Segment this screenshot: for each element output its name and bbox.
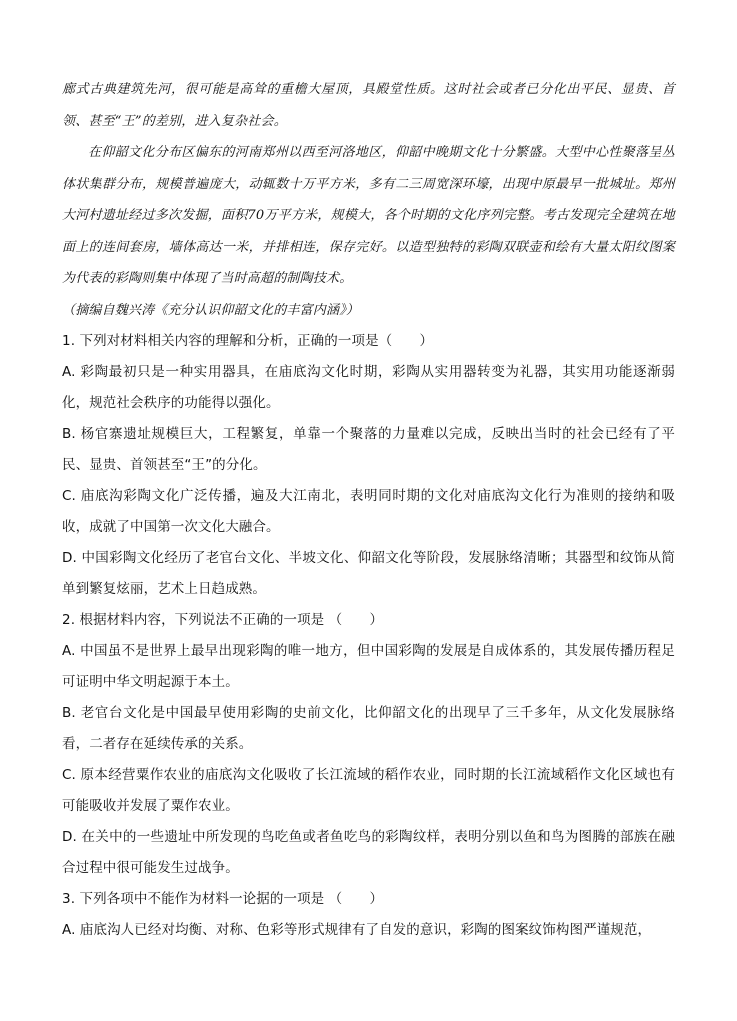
question-1-option-a: A. 彩陶最初只是一种实用器具，在庙底沟文化时期，彩陶从实用器转变为礼器，其实用功能逐渐弱化，规范社会秩序的功能得以强化。 [62,364,675,411]
passage-source-citation: （摘编自魏兴涛《充分认识仰韶文化的丰富内涵》） [62,302,360,318]
question-1-option-c: C. 庙底沟彩陶文化广泛传播，遍及大江南北，表明同时期的文化对庙底沟文化行为准则的接纳和吸收，成就了中国第一次文化大融合。 [62,488,675,535]
question-2-option-a: A. 中国虽不是世界上最早出现彩陶的唯一地方，但中国彩陶的发展是自成体系的，其发展传播历程足可证明中华文明起源于本土。 [62,643,675,690]
question-2 [62,605,675,884]
question-1-option-d: D. 中国彩陶文化经历了老官台文化、半坡文化、仰韶文化等阶段，发展脉络清晰；其器型和纹饰从简单到繁复炫丽，艺术上日趋成熟。 [62,550,675,597]
question-2-option-d: D. 在关中的一些遗址中所发现的鸟吃鱼或者鱼吃鸟的彩陶纹样，表明分别以鱼和鸟为图腾的部族在融合过程中很可能发生过战争。 [62,829,675,876]
question-2-option-c: C. 原本经营粟作农业的庙底沟文化吸收了长江流域的稻作农业，同时期的长江流域稻作文化区域也有可能吸收并发展了粟作农业。 [62,767,675,814]
question-3-option-a: A. 庙底沟人已经对均衡、对称、色彩等形式规律有了自发的意识，彩陶的图案纹饰构图严谨规范， [62,922,652,938]
passage-paragraph-1: 廊式古典建筑先河，很可能是高耸的重檐大屋顶，具殿堂性质。这时社会或者已分化出平民、显贵、首领、甚至“王”的差别，进入复杂社会。 [62,82,675,129]
question-3-stem: 3. 下列各项中不能作为材料一论据的一项是 （ ） [62,891,384,907]
question-3 [62,884,675,946]
question-list [62,326,675,946]
question-1 [62,326,675,605]
question-2-stem: 2. 根据材料内容，下列说法不正确的一项是 （ ） [62,612,384,628]
question-1-option-b: B. 杨官寨遗址规模巨大，工程繁复，单靠一个聚落的力量难以完成，反映出当时的社会已经有了平民、显贵、首领甚至“王”的分化。 [62,426,675,473]
question-1-stem: 1. 下列对材料相关内容的理解和分析，正确的一项是（ ） [62,333,434,349]
reading-passage [62,74,675,326]
question-2-option-b: B. 老官台文化是中国最早使用彩陶的史前文化，比仰韶文化的出现早了三千多年，从文化发展脉络看，二者存在延续传承的关系。 [62,705,675,752]
passage-paragraph-2: 在仰韶文化分布区偏东的河南郑州以西至河洛地区，仰韶中晚期文化十分繁盛。大型中心性聚落呈丛体状集群分布，规模普遍庞大，动辄数十万平方米，多有二三周宽深环壕，出现中原最早一批城址。郑州大河村遗址经过多次发掘，面积70万平方米，规模大，各个时期的文化序列完整。考古发现完全建筑在地面上的连间套房，墙体高达一米，并排相连，保存完好。以造型独特的彩陶双联壶和绘有大量太阳纹图案为代表的彩陶则集中体现了当时高超的制陶技术。 [62,145,675,286]
